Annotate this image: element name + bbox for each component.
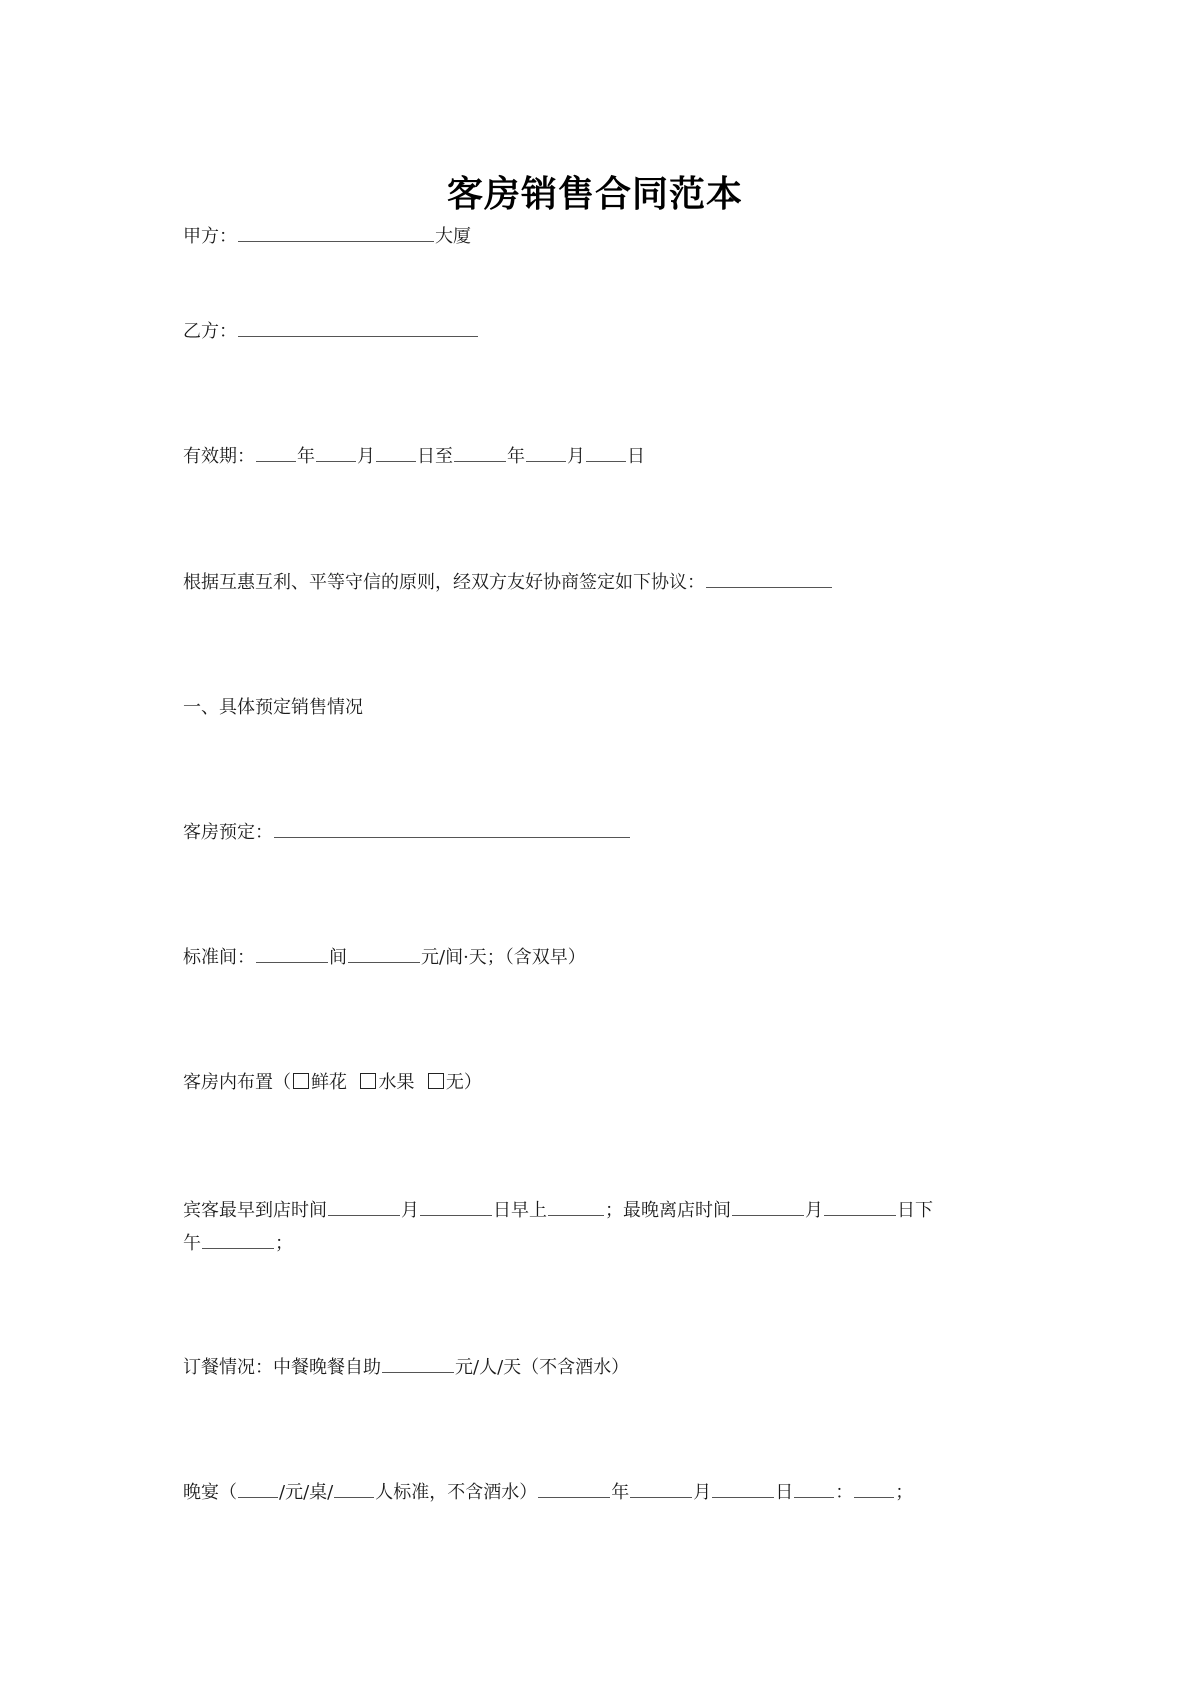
option-none-label: 无 [445,1072,464,1093]
room-booking-line [183,818,631,848]
day-label: 日至 [417,446,453,467]
banquet-blank[interactable] [630,1479,692,1498]
standard-room-label: 标准间： [183,947,255,968]
departure-blank[interactable] [824,1197,896,1216]
year-label: 年 [297,446,315,467]
validity-blank[interactable] [256,443,296,462]
banquet-blank[interactable] [238,1479,278,1498]
price-unit: 元/间·天；（含双早） [421,947,586,968]
arrival-line-2 [183,1229,293,1259]
validity-label: 有效期： [183,446,255,467]
month-label: 月 [357,446,375,467]
room-booking-blank[interactable] [274,819,630,838]
preamble-line [183,568,833,598]
validity-blank[interactable] [454,443,506,462]
validity-blank[interactable] [316,443,356,462]
option-flowers-label: 鲜花 [311,1072,347,1093]
room-setup-label: 客房内布置（ [183,1072,291,1093]
month-label: 月 [805,1200,823,1221]
paren-close: ） [463,1072,482,1093]
banquet-standard: 人标准，不含酒水） [375,1482,538,1503]
checkbox-fruit[interactable] [360,1073,376,1089]
banquet-price-unit: /元/桌/ [279,1482,334,1503]
party-a-suffix: 大厦 [435,226,471,247]
option-fruit-label: 水果 [378,1072,415,1093]
semicolon: ； [895,1482,914,1503]
dining-price-blank[interactable] [382,1354,454,1373]
party-a-blank[interactable] [238,223,434,242]
banquet-label: 晚宴（ [183,1482,237,1503]
arrival-line [183,1196,933,1226]
preamble-blank[interactable] [706,569,832,588]
departure-blank[interactable] [732,1197,804,1216]
party-b-label: 乙方： [183,321,237,342]
banquet-blank[interactable] [712,1479,774,1498]
month-label: 月 [567,446,585,467]
banquet-blank[interactable] [334,1479,374,1498]
checkbox-none[interactable] [428,1073,444,1089]
arrival-blank[interactable] [548,1197,604,1216]
validity-blank[interactable] [586,443,626,462]
day-label: 日下 [897,1200,933,1221]
banquet-blank[interactable] [794,1479,834,1498]
arrival-blank[interactable] [420,1197,492,1216]
dining-label: 订餐情况：中餐晚餐自助 [183,1357,381,1378]
party-b-line [183,317,479,347]
departure-label: ；最晚离店时间 [605,1200,731,1221]
validity-line [183,442,645,472]
section-heading: 一、具体预定销售情况 [183,697,363,718]
day-label: 日 [775,1482,794,1503]
party-b-blank[interactable] [238,318,478,337]
party-a-label: 甲方： [183,226,237,247]
year-label: 年 [507,446,525,467]
room-price-blank[interactable] [348,944,420,963]
banquet-line [183,1478,913,1508]
day-label: 日早上 [493,1200,547,1221]
colon: ： [835,1482,854,1503]
room-count-blank[interactable] [256,944,328,963]
standard-room-line [183,943,586,973]
year-label: 年 [611,1482,630,1503]
semicolon: ； [275,1233,293,1254]
afternoon-label: 午 [183,1233,201,1254]
arrival-label: 宾客最早到店时间 [183,1200,327,1221]
banquet-blank[interactable] [538,1479,610,1498]
party-a-line [183,222,471,252]
dining-line [183,1353,629,1383]
month-label: 月 [401,1200,419,1221]
day-label: 日 [627,446,645,467]
room-setup-line [183,1068,482,1098]
checkbox-flowers[interactable] [293,1073,309,1089]
month-label: 月 [693,1482,712,1503]
validity-blank[interactable] [526,443,566,462]
room-booking-label: 客房预定： [183,822,273,843]
preamble-text: 根据互惠互利、平等守信的原则，经双方友好协商签定如下协议： [183,572,705,593]
validity-blank[interactable] [376,443,416,462]
dining-unit: 元/人/天（不含酒水） [455,1357,630,1378]
arrival-blank[interactable] [328,1197,400,1216]
banquet-blank[interactable] [854,1479,894,1498]
document-title: 客房销售合同范本 [446,174,743,215]
room-unit: 间 [329,947,347,968]
departure-time-blank[interactable] [202,1230,274,1249]
